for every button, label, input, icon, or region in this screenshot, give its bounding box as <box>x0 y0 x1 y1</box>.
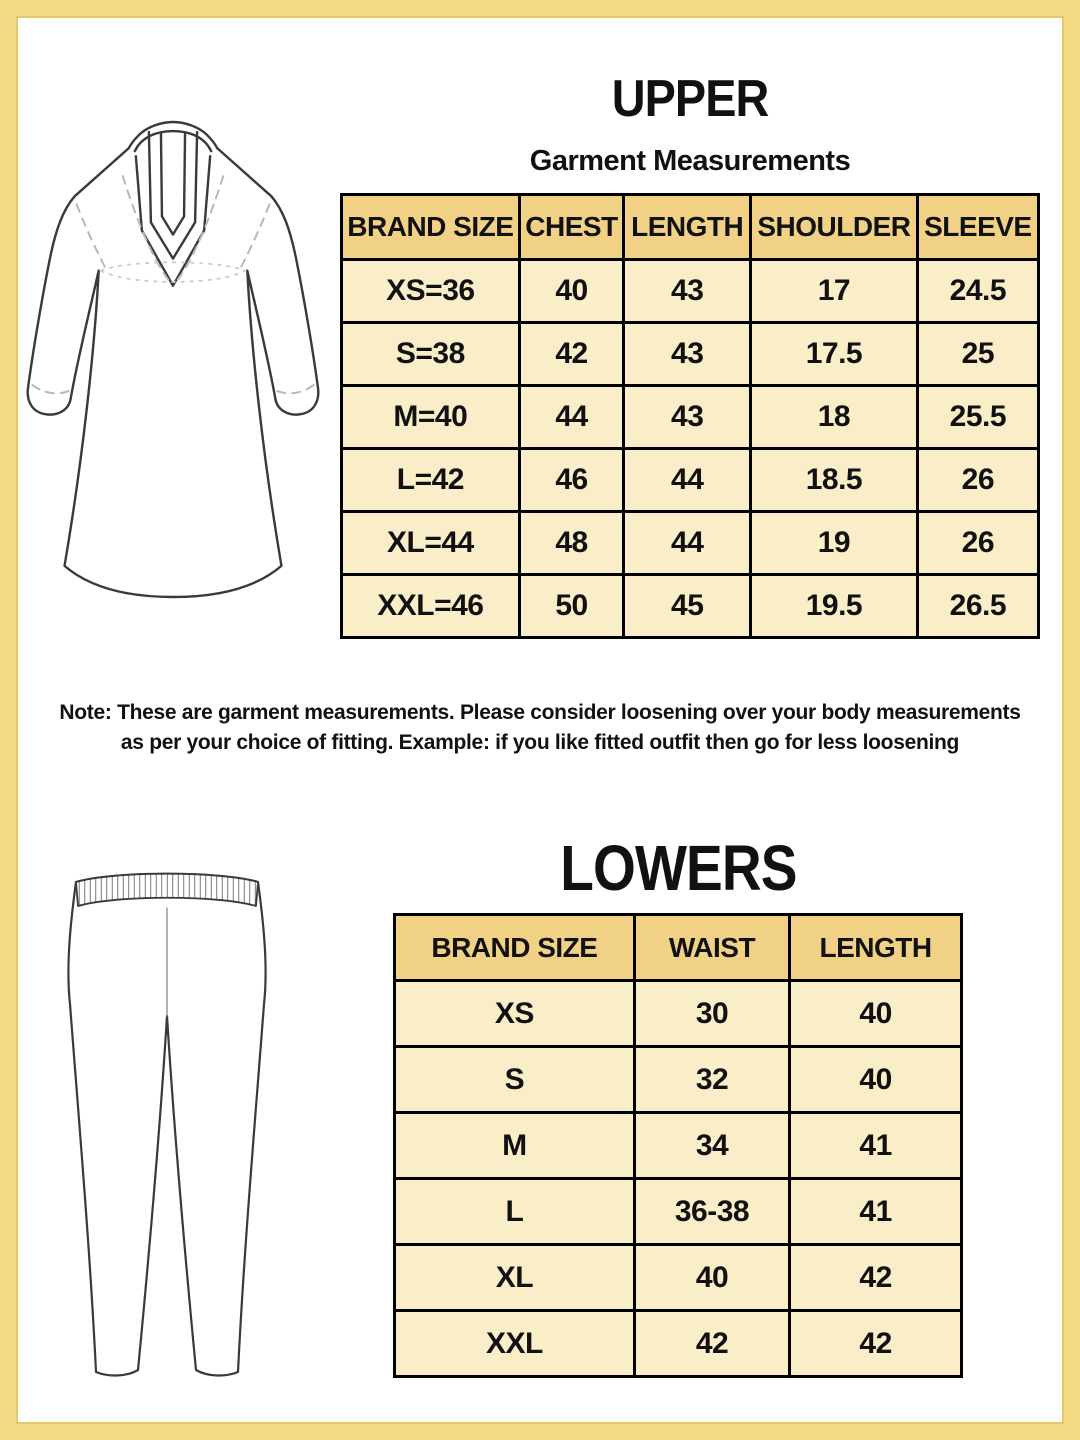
table-cell: 43 <box>624 323 751 386</box>
table-cell: M <box>395 1113 635 1179</box>
table-cell: 24.5 <box>917 260 1038 323</box>
table-row <box>342 512 1039 575</box>
table-cell: 44 <box>624 512 751 575</box>
column-header-shoulder: SHOULDER <box>751 195 918 260</box>
table-cell: M=40 <box>342 386 520 449</box>
table-cell: 44 <box>519 386 624 449</box>
table-cell: 25 <box>917 323 1038 386</box>
table-cell: 43 <box>624 260 751 323</box>
table-cell: 25.5 <box>917 386 1038 449</box>
table-cell: S <box>395 1047 635 1113</box>
column-header-length: LENGTH <box>790 915 962 981</box>
table-cell: 19.5 <box>751 575 918 638</box>
lowers-title-text: LOWERS <box>559 832 797 904</box>
upper-size-table <box>340 193 1040 639</box>
table-row <box>395 981 962 1047</box>
table-cell: 36-38 <box>634 1179 789 1245</box>
table-cell: 48 <box>519 512 624 575</box>
column-header-brand-size: BRAND SIZE <box>342 195 520 260</box>
table-cell: 42 <box>790 1245 962 1311</box>
table-cell: 41 <box>790 1113 962 1179</box>
table-cell: 30 <box>634 981 789 1047</box>
table-row <box>342 260 1039 323</box>
table-cell: 40 <box>634 1245 789 1311</box>
table-cell: 17 <box>751 260 918 323</box>
column-header-chest: CHEST <box>519 195 624 260</box>
table-cell: 34 <box>634 1113 789 1179</box>
table-cell: XS <box>395 981 635 1047</box>
table-cell: 26 <box>917 449 1038 512</box>
table-row <box>342 323 1039 386</box>
column-header-brand-size: BRAND SIZE <box>395 915 635 981</box>
table-cell: L=42 <box>342 449 520 512</box>
leggings-illustration <box>60 866 275 1391</box>
table-cell: 42 <box>634 1311 789 1377</box>
table-cell: 43 <box>624 386 751 449</box>
lowers-header-row <box>395 915 962 981</box>
table-cell: 45 <box>624 575 751 638</box>
table-row <box>395 1113 962 1179</box>
table-row <box>395 1245 962 1311</box>
column-header-sleeve: SLEEVE <box>917 195 1038 260</box>
upper-header-row <box>342 195 1039 260</box>
column-header-waist: WAIST <box>634 915 789 981</box>
table-row <box>342 575 1039 638</box>
table-cell: 26 <box>917 512 1038 575</box>
table-cell: 41 <box>790 1179 962 1245</box>
table-cell: 42 <box>790 1311 962 1377</box>
table-cell: 44 <box>624 449 751 512</box>
column-header-length: LENGTH <box>624 195 751 260</box>
upper-title-text: UPPER <box>611 70 769 128</box>
table-cell: 40 <box>519 260 624 323</box>
table-row <box>342 449 1039 512</box>
table-cell: 18 <box>751 386 918 449</box>
lowers-size-table <box>393 913 963 1378</box>
lowers-section-title <box>393 832 963 904</box>
note-line-1: Note: These are garment measurements. Please consider loosening over your body measurements <box>59 701 1021 724</box>
table-cell: 32 <box>634 1047 789 1113</box>
table-cell: S=38 <box>342 323 520 386</box>
table-cell: 19 <box>751 512 918 575</box>
table-cell: 26.5 <box>917 575 1038 638</box>
table-cell: L <box>395 1179 635 1245</box>
note-line-2: as per your choice of fitting. Example: if you like fitted outfit then go for less loosening <box>120 731 960 754</box>
upper-section-subtitle: Garment Measurements <box>529 145 851 177</box>
table-cell: XXL <box>395 1311 635 1377</box>
table-cell: XL=44 <box>342 512 520 575</box>
table-row <box>395 1311 962 1377</box>
table-cell: 50 <box>519 575 624 638</box>
table-cell: 40 <box>790 981 962 1047</box>
table-cell: 18.5 <box>751 449 918 512</box>
table-cell: 42 <box>519 323 624 386</box>
table-row <box>395 1179 962 1245</box>
table-cell: 46 <box>519 449 624 512</box>
table-cell: XXL=46 <box>342 575 520 638</box>
table-row <box>342 386 1039 449</box>
upper-section-title <box>340 72 1040 127</box>
table-cell: 40 <box>790 1047 962 1113</box>
table-cell: 17.5 <box>751 323 918 386</box>
measurement-note <box>40 698 1040 758</box>
kurta-illustration <box>22 118 324 600</box>
table-row <box>395 1047 962 1113</box>
table-cell: XS=36 <box>342 260 520 323</box>
table-cell: XL <box>395 1245 635 1311</box>
